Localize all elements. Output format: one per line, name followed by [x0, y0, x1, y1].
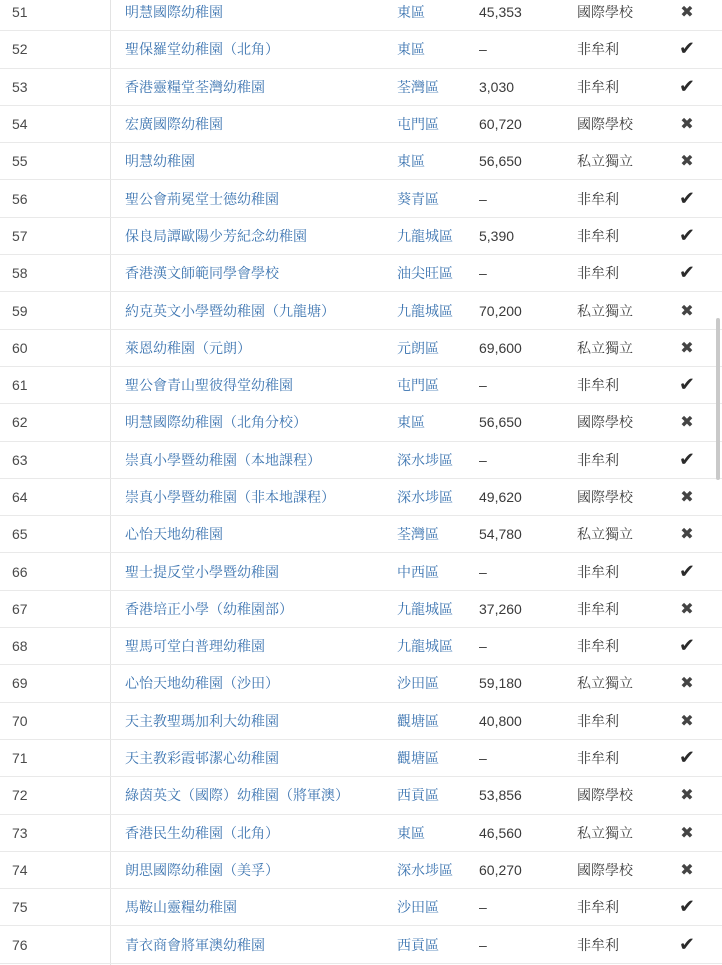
- school-type: 非牟利: [577, 751, 619, 768]
- school-name-link[interactable]: 明慧國際幼稚園: [125, 5, 223, 22]
- cross-icon: ✖: [680, 337, 694, 357]
- table-row: [0, 0, 722, 31]
- row-number: 59: [12, 302, 28, 319]
- school-name-link[interactable]: 青衣商會將軍澳幼稚園: [125, 937, 265, 954]
- row-number: 58: [12, 265, 28, 282]
- annual-fee: –: [479, 41, 487, 58]
- annual-fee: 69,600: [479, 339, 522, 356]
- school-type: 私立獨立: [577, 340, 633, 357]
- row-number: 62: [12, 414, 28, 431]
- annual-fee: 56,650: [479, 153, 522, 170]
- school-type: 國際學校: [577, 862, 633, 879]
- cross-icon: ✖: [680, 710, 694, 730]
- row-number: 65: [12, 526, 28, 543]
- district-link[interactable]: 九龍城區: [397, 228, 453, 245]
- table-row: [0, 591, 722, 628]
- cross-icon: ✖: [680, 859, 694, 879]
- annual-fee: –: [479, 899, 487, 916]
- annual-fee: –: [479, 451, 487, 468]
- school-type: 國際學校: [577, 5, 633, 22]
- annual-fee: 5,390: [479, 227, 515, 244]
- school-name-link[interactable]: 心怡天地幼稚園（沙田）: [125, 676, 279, 693]
- school-type: 私立獨立: [577, 527, 633, 544]
- row-number: 76: [12, 936, 28, 953]
- school-type: 私立獨立: [577, 303, 633, 320]
- school-type: 非牟利: [577, 937, 619, 954]
- school-name-link[interactable]: 聖保羅堂幼稚園（北角）: [125, 42, 279, 59]
- school-name-link[interactable]: 綠茵英文（國際）幼稚園（將軍澳）: [125, 788, 349, 805]
- school-name-link[interactable]: 萊恩幼稚園（元朗）: [125, 340, 251, 357]
- school-name-link[interactable]: 崇真小學暨幼稚園（非本地課程）: [125, 490, 335, 506]
- school-type: 國際學校: [577, 490, 633, 506]
- annual-fee: 70,200: [479, 302, 522, 319]
- school-type: 國際學校: [577, 415, 633, 432]
- table-row: [0, 69, 722, 106]
- cross-icon: ✖: [680, 151, 694, 171]
- school-name-link[interactable]: 天主教聖瑪加利大幼稚園: [125, 713, 279, 730]
- annual-fee: 46,560: [479, 824, 522, 841]
- district-link[interactable]: 九龍城區: [397, 303, 453, 320]
- row-number: 56: [12, 190, 28, 207]
- school-type: 非牟利: [577, 228, 619, 245]
- district-link[interactable]: 元朗區: [397, 340, 439, 357]
- school-name-link[interactable]: 崇真小學暨幼稚園（本地課程）: [125, 452, 321, 469]
- check-icon: ✔: [679, 634, 695, 657]
- row-number: 71: [12, 750, 28, 767]
- table-row: [0, 292, 722, 329]
- district-link[interactable]: 西貢區: [397, 937, 439, 954]
- district-link[interactable]: 西貢區: [397, 788, 439, 805]
- annual-fee: 54,780: [479, 526, 522, 543]
- check-icon: ✔: [679, 373, 695, 396]
- table-row: [0, 218, 722, 255]
- school-type: 非牟利: [577, 266, 619, 283]
- district-link[interactable]: 深水埗區: [397, 862, 453, 879]
- district-link[interactable]: 九龍城區: [397, 639, 453, 656]
- row-number: 73: [12, 824, 28, 841]
- annual-fee: 40,800: [479, 712, 522, 729]
- row-number: 55: [12, 153, 28, 170]
- row-number: 57: [12, 227, 28, 244]
- check-icon: ✔: [679, 187, 695, 210]
- district-link[interactable]: 東區: [397, 154, 425, 171]
- school-name-link[interactable]: 香港培正小學（幼稚園部）: [125, 601, 293, 618]
- school-type: 非牟利: [577, 452, 619, 469]
- school-name-link[interactable]: 約克英文小學暨幼稚園（九龍塘）: [125, 303, 335, 320]
- check-icon: ✔: [679, 261, 695, 284]
- district-link[interactable]: 觀塘區: [397, 751, 439, 768]
- school-name-link[interactable]: 聖公會荊冕堂士德幼稚園: [125, 191, 279, 208]
- district-link[interactable]: 屯門區: [397, 378, 439, 395]
- table-row: [0, 926, 722, 963]
- check-icon: ✔: [679, 224, 695, 247]
- school-type: 非牟利: [577, 378, 619, 395]
- table-row: [0, 628, 722, 665]
- annual-fee: 37,260: [479, 600, 522, 617]
- row-number: 67: [12, 600, 28, 617]
- row-number: 70: [12, 712, 28, 729]
- table-row: [0, 815, 722, 852]
- row-number: 60: [12, 339, 28, 356]
- row-number: 74: [12, 861, 28, 878]
- row-number: 69: [12, 675, 28, 692]
- school-type: 國際學校: [577, 117, 633, 134]
- district-link[interactable]: 沙田區: [397, 900, 439, 917]
- check-icon: ✔: [679, 75, 695, 98]
- school-name-link[interactable]: 香港漢文師範同學會學校: [125, 266, 279, 283]
- school-type: 非牟利: [577, 79, 619, 96]
- table-row: [0, 852, 722, 889]
- annual-fee: 56,650: [479, 414, 522, 431]
- school-type: 非牟利: [577, 601, 619, 618]
- cross-icon: ✖: [680, 487, 694, 506]
- row-number: 53: [12, 78, 28, 95]
- school-type: 非牟利: [577, 42, 619, 59]
- cross-icon: ✖: [680, 412, 694, 432]
- row-number: 66: [12, 563, 28, 580]
- school-name-link[interactable]: 馬鞍山靈糧幼稚園: [125, 900, 237, 917]
- district-link[interactable]: 深水埗區: [397, 490, 453, 506]
- table-row: [0, 367, 722, 404]
- school-name-link[interactable]: 天主教彩霞邨潔心幼稚園: [125, 751, 279, 768]
- check-icon: ✔: [679, 37, 695, 60]
- annual-fee: –: [479, 190, 487, 207]
- row-number: 52: [12, 41, 28, 58]
- table-row: [0, 516, 722, 553]
- table-row: [0, 442, 722, 479]
- annual-fee: 45,353: [479, 4, 522, 21]
- annual-fee: 49,620: [479, 489, 522, 505]
- row-number: 72: [12, 787, 28, 804]
- school-type: 非牟利: [577, 713, 619, 730]
- row-number: 64: [12, 489, 28, 505]
- table-row: [0, 180, 722, 217]
- school-name-link[interactable]: 明慧幼稚園: [125, 154, 195, 171]
- district-link[interactable]: 東區: [397, 415, 425, 432]
- school-name-link[interactable]: 聖公會青山聖彼得堂幼稚園: [125, 378, 293, 395]
- school-type: 非牟利: [577, 639, 619, 656]
- school-type: 國際學校: [577, 788, 633, 805]
- cross-icon: ✖: [680, 300, 694, 320]
- district-link[interactable]: 觀塘區: [397, 713, 439, 730]
- cross-icon: ✖: [680, 114, 694, 134]
- school-type: 私立獨立: [577, 676, 633, 693]
- row-number: 75: [12, 899, 28, 916]
- annual-fee: –: [479, 377, 487, 394]
- annual-fee: 3,030: [479, 78, 515, 95]
- district-link[interactable]: 荃灣區: [397, 79, 439, 96]
- annual-fee: 59,180: [479, 675, 522, 692]
- table-row: [0, 889, 722, 926]
- table-row: [0, 404, 722, 441]
- table-row: [0, 740, 722, 777]
- annual-fee: –: [479, 265, 487, 282]
- cross-icon: ✖: [680, 524, 694, 544]
- table-row: [0, 31, 722, 68]
- district-link[interactable]: 東區: [397, 825, 425, 842]
- row-number: 63: [12, 451, 28, 468]
- table-row: [0, 330, 722, 367]
- district-link[interactable]: 荃灣區: [397, 527, 439, 544]
- table-row: [0, 479, 722, 516]
- school-name-link[interactable]: 香港靈糧堂荃灣幼稚園: [125, 79, 265, 96]
- cross-icon: ✖: [680, 673, 694, 693]
- annual-fee: –: [479, 638, 487, 655]
- school-name-link[interactable]: 心怡天地幼稚園: [125, 527, 223, 544]
- annual-fee: –: [479, 750, 487, 767]
- table-row: [0, 665, 722, 702]
- district-link[interactable]: 中西區: [397, 564, 439, 581]
- check-icon: ✔: [679, 895, 695, 918]
- annual-fee: –: [479, 563, 487, 580]
- school-type: 非牟利: [577, 191, 619, 208]
- check-icon: ✔: [679, 746, 695, 769]
- table-row: [0, 143, 722, 180]
- row-number: 54: [12, 116, 28, 133]
- district-link[interactable]: 東區: [397, 42, 425, 59]
- school-name-link[interactable]: 聖士提反堂小學暨幼稚園: [125, 564, 279, 581]
- district-link[interactable]: 沙田區: [397, 676, 439, 693]
- cross-icon: ✖: [680, 2, 694, 22]
- district-link[interactable]: 屯門區: [397, 117, 439, 134]
- check-icon: ✔: [679, 560, 695, 583]
- row-number: 61: [12, 377, 28, 394]
- table-row: [0, 703, 722, 740]
- table-row: [0, 777, 722, 814]
- district-link[interactable]: 東區: [397, 5, 425, 22]
- school-name-link[interactable]: 宏廣國際幼稚園: [125, 117, 223, 134]
- cross-icon: ✖: [680, 785, 694, 805]
- school-name-link[interactable]: 明慧國際幼稚園（北角分校）: [125, 415, 307, 432]
- school-name-link[interactable]: 朗思國際幼稚園（美孚）: [125, 862, 279, 879]
- cross-icon: ✖: [680, 598, 694, 618]
- table-row: [0, 255, 722, 292]
- table-row: [0, 106, 722, 143]
- school-type: 私立獨立: [577, 825, 633, 842]
- check-icon: ✔: [679, 448, 695, 471]
- district-link[interactable]: 油尖旺區: [397, 266, 453, 283]
- table-row: [0, 553, 722, 590]
- school-type: 非牟利: [577, 900, 619, 917]
- cross-icon: ✖: [680, 822, 694, 842]
- scrollbar[interactable]: [716, 318, 720, 480]
- school-type: 非牟利: [577, 564, 619, 581]
- check-icon: ✔: [679, 933, 695, 956]
- annual-fee: 60,270: [479, 861, 522, 878]
- school-type: 私立獨立: [577, 154, 633, 171]
- row-number: 68: [12, 638, 28, 655]
- annual-fee: –: [479, 936, 487, 953]
- school-name-link[interactable]: 保良局譚歐陽少芳紀念幼稚園: [125, 228, 307, 245]
- annual-fee: 60,720: [479, 116, 522, 133]
- district-link[interactable]: 九龍城區: [397, 601, 453, 618]
- row-number: 51: [12, 4, 28, 21]
- annual-fee: 53,856: [479, 787, 522, 804]
- district-link[interactable]: 深水埗區: [397, 452, 453, 469]
- district-link[interactable]: 葵青區: [397, 191, 439, 208]
- school-name-link[interactable]: 聖馬可堂白普理幼稚園: [125, 639, 265, 656]
- school-name-link[interactable]: 香港民生幼稚園（北角）: [125, 825, 279, 842]
